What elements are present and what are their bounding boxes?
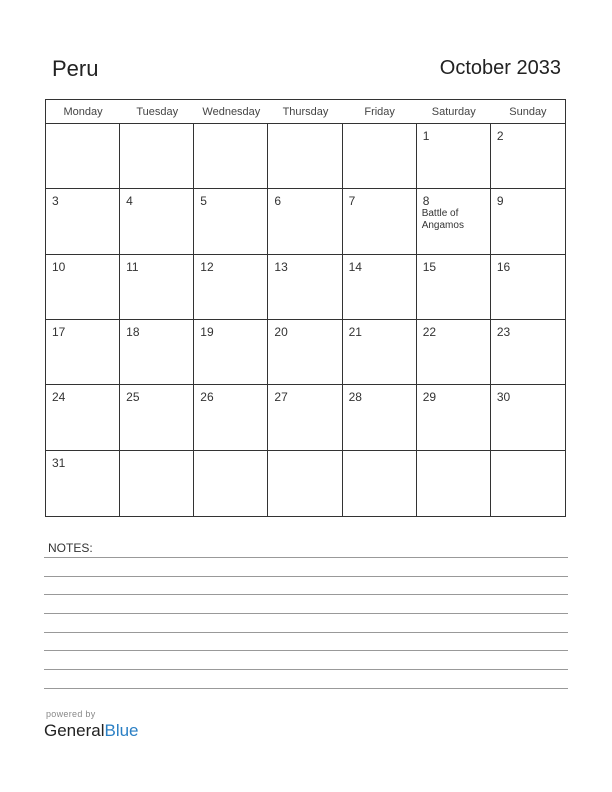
day-number: 19 (200, 325, 214, 339)
notes-line (44, 576, 568, 577)
weekday-header: Tuesday (136, 106, 179, 118)
notes-line (44, 594, 568, 595)
brand-general: General (44, 721, 105, 740)
day-cell (194, 451, 268, 516)
day-number: 30 (496, 390, 511, 405)
weekday-header: Wednesday (202, 106, 261, 118)
day-cell (46, 385, 120, 450)
day-number: 26 (200, 390, 214, 405)
day-cell (120, 320, 194, 385)
day-number: 12 (200, 259, 214, 274)
day-number: 25 (126, 390, 140, 405)
day-number: 1 (422, 129, 430, 143)
day-cell (268, 255, 342, 320)
day-number: 14 (348, 259, 362, 274)
day-number: 18 (126, 325, 140, 339)
day-cell (417, 451, 491, 516)
day-cell (268, 385, 342, 450)
day-number: 7 (348, 194, 356, 209)
day-cell (343, 385, 417, 450)
day-number: 29 (422, 390, 437, 405)
day-cell (120, 451, 194, 516)
day-cell (343, 124, 417, 189)
brand-blue: Blue (104, 721, 139, 740)
day-cell (268, 124, 342, 189)
day-number: 23 (496, 325, 511, 339)
day-cell (491, 189, 565, 254)
day-cell (120, 255, 194, 320)
day-cells (46, 124, 565, 516)
day-number: 3 (52, 194, 59, 209)
day-number: 8 (422, 194, 430, 209)
day-cell (46, 320, 120, 385)
day-number: 11 (126, 259, 139, 274)
country-title: Peru (52, 56, 99, 81)
day-cell (194, 189, 268, 254)
day-cell (343, 255, 417, 320)
brand-logo (44, 721, 139, 741)
day-cell (417, 385, 491, 450)
day-cell (417, 124, 491, 189)
notes-line (44, 557, 568, 558)
day-number: 21 (348, 325, 362, 339)
notes-line (44, 669, 568, 670)
day-cell (343, 451, 417, 516)
day-cell (46, 255, 120, 320)
weekday-header: Monday (63, 106, 103, 118)
day-number: 9 (496, 194, 504, 209)
day-number: 17 (52, 325, 66, 339)
day-cell (417, 189, 491, 254)
notes-line (44, 688, 568, 689)
day-number: 28 (348, 390, 362, 405)
day-number: 22 (422, 325, 437, 339)
day-number: 5 (200, 194, 207, 209)
day-cell (268, 189, 342, 254)
day-cell (491, 451, 565, 516)
day-number: 27 (274, 390, 288, 405)
weekday-header: Thursday (282, 106, 329, 118)
day-number: 13 (274, 259, 288, 274)
month-year-title: October 2033 (439, 57, 561, 79)
day-number: 16 (496, 259, 511, 274)
day-number: 4 (126, 194, 133, 209)
notes-label: NOTES: (48, 541, 93, 555)
notes-line (44, 650, 568, 651)
day-number: 20 (274, 325, 288, 339)
day-cell (194, 320, 268, 385)
day-cell (120, 124, 194, 189)
weekday-header: Sunday (509, 106, 547, 118)
calendar-grid (45, 99, 566, 517)
weekday-header: Saturday (431, 106, 476, 118)
day-cell (46, 189, 120, 254)
day-number: 2 (496, 129, 504, 143)
weekday-header-row (46, 100, 565, 124)
day-cell (194, 255, 268, 320)
notes-line (44, 613, 568, 614)
day-cell (120, 189, 194, 254)
day-cell (491, 124, 565, 189)
holiday-label: Battle of Angamos (421, 208, 464, 232)
day-cell (491, 320, 565, 385)
day-cell (46, 124, 120, 189)
day-cell (194, 124, 268, 189)
day-cell (491, 255, 565, 320)
day-cell (268, 451, 342, 516)
day-cell (417, 255, 491, 320)
day-number: 31 (52, 455, 66, 470)
day-cell (343, 189, 417, 254)
powered-by-text: powered by (46, 709, 96, 719)
day-cell (194, 385, 268, 450)
day-number: 6 (274, 194, 282, 209)
day-cell (417, 320, 491, 385)
day-number: 10 (52, 259, 66, 274)
notes-line (44, 632, 568, 633)
weekday-header: Friday (364, 106, 395, 118)
day-cell (268, 320, 342, 385)
day-cell (46, 451, 120, 516)
day-cell (491, 385, 565, 450)
day-number: 24 (52, 390, 66, 405)
day-number: 15 (422, 259, 437, 274)
day-cell (120, 385, 194, 450)
day-cell (343, 320, 417, 385)
